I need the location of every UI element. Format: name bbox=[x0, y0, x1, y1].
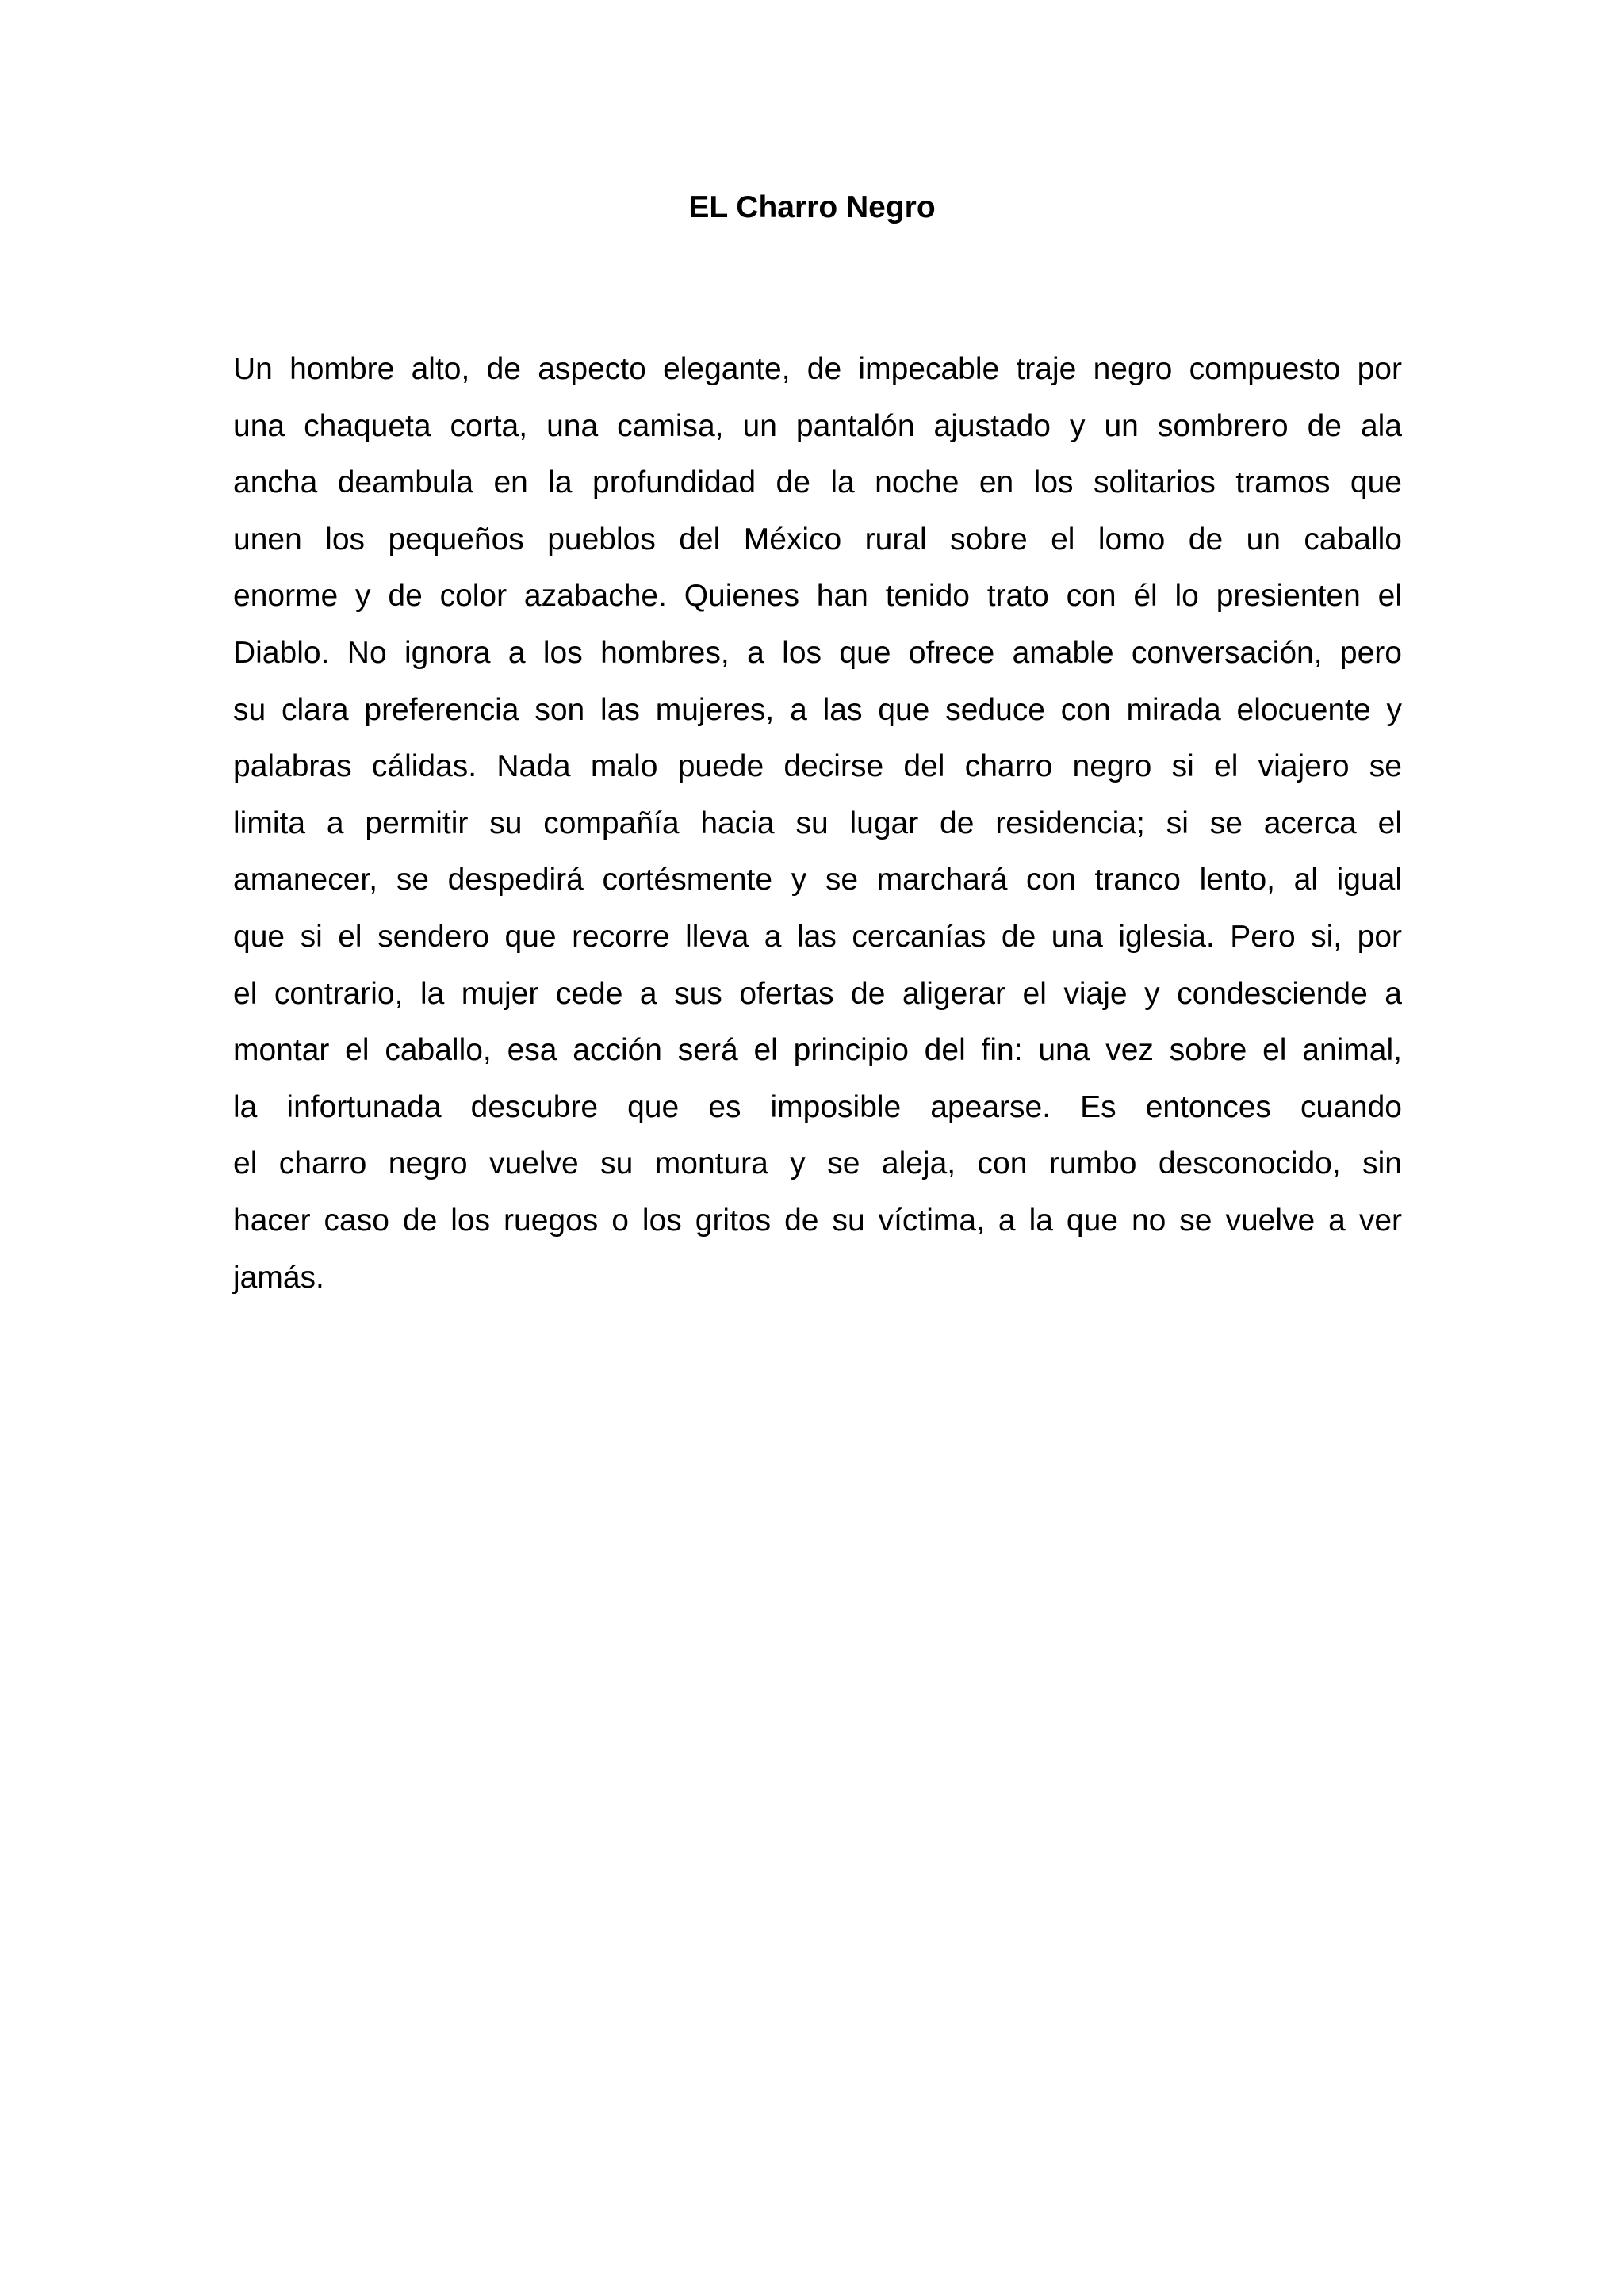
body-line: montar el caballo, esa acción será el principio del fin: una vez sobre el animal, bbox=[233, 1033, 1402, 1068]
document-body bbox=[233, 341, 1402, 1306]
body-line: el contrario, la mujer cede a sus ofertas de aligerar el viaje y condesciende a bbox=[233, 976, 1402, 1011]
body-line: Diablo. No ignora a los hombres, a los que ofrece amable conversación, pero bbox=[233, 635, 1402, 670]
body-line: unen los pequeños pueblos del México rural sobre el lomo de un caballo bbox=[233, 522, 1402, 557]
document-title: EL Charro Negro bbox=[688, 190, 936, 224]
body-line: amanecer, se despedirá cortésmente y se marchará con tranco lento, al igual bbox=[233, 863, 1402, 897]
body-line: palabras cálidas. Nada malo puede decirse del charro negro si el viajero se bbox=[233, 749, 1402, 784]
body-line: la infortunada descubre que es imposible apearse. Es entonces cuando bbox=[233, 1089, 1402, 1124]
body-line: una chaqueta corta, una camisa, un pantalón ajustado y un sombrero de ala bbox=[233, 408, 1402, 443]
body-line: Un hombre alto, de aspecto elegante, de impecable traje negro compuesto por bbox=[233, 352, 1402, 386]
body-line: su clara preferencia son las mujeres, a las que seduce con mirada elocuente y bbox=[233, 692, 1402, 727]
body-line: el charro negro vuelve su montura y se aleja, con rumbo desconocido, sin bbox=[233, 1146, 1402, 1181]
body-line: limita a permitir su compañía hacia su lugar de residencia; si se acerca el bbox=[233, 806, 1402, 840]
body-line: hacer caso de los ruegos o los gritos de su víctima, a la que no se vuelve a ver bbox=[233, 1203, 1402, 1238]
body-line: enorme y de color azabache. Quienes han tenido trato con él lo presienten el bbox=[233, 579, 1402, 614]
body-line: ancha deambula en la profundidad de la noche en los solitarios tramos que bbox=[233, 465, 1402, 500]
body-line: jamás. bbox=[233, 1260, 324, 1295]
body-line: que si el sendero que recorre lleva a las cercanías de una iglesia. Pero si, por bbox=[233, 919, 1402, 954]
